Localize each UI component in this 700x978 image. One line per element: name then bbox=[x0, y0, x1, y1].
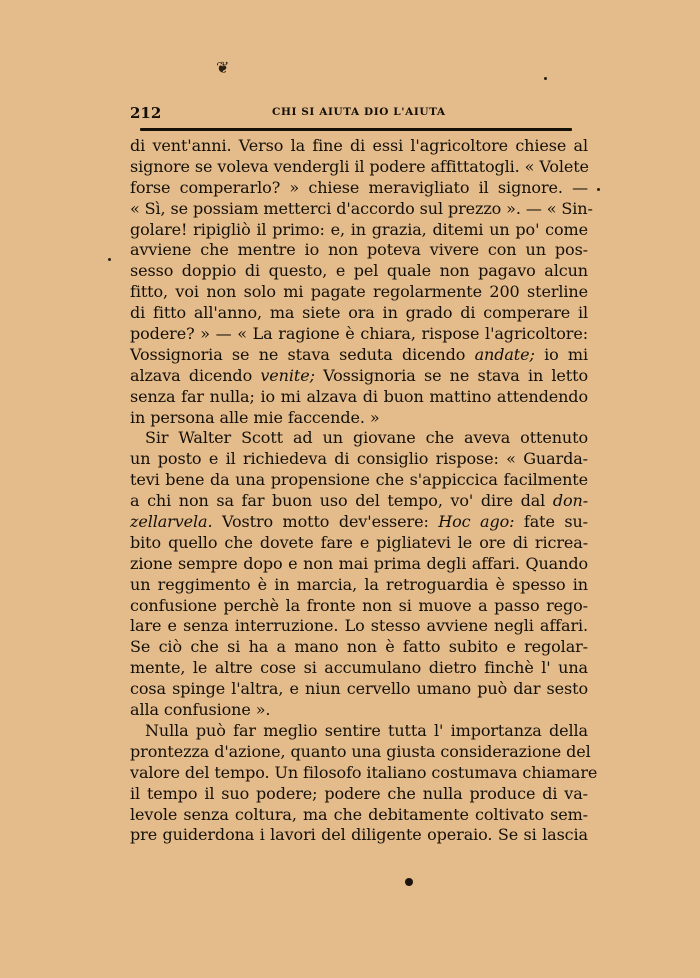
text-line: zellarvela. Vostro motto dev'essere: Hoc ago: fate su- bbox=[130, 512, 588, 532]
text-line: confusione perchè la fronte non si muove a passo rego- bbox=[130, 595, 588, 615]
page-header bbox=[130, 104, 586, 122]
text-line: golare! ripigliò il primo: e, in grazia, ditemi un po' come bbox=[130, 219, 588, 239]
text-line: zione sempre dopo e non mai prima degli affari. Quando bbox=[130, 553, 588, 573]
text-line: un posto e il richiedeva di consiglio rispose: « Guarda- bbox=[130, 449, 588, 469]
text-line: prontezza d'azione, quanto una giusta considerazione del bbox=[130, 741, 591, 761]
ink-speck bbox=[108, 258, 111, 261]
text-line: Nulla può far meglio sentire tutta l' importanza della bbox=[145, 720, 588, 740]
ink-speck bbox=[544, 77, 547, 80]
text-line: mente, le altre cose si accumulano dietro finchè l' una bbox=[130, 658, 588, 678]
bottom-ink-dot bbox=[405, 878, 413, 886]
text-line: a chi non sa far buon uso del tempo, vo' dire dal don- bbox=[130, 491, 588, 511]
text-line: di vent'anni. Verso la fine di essi l'agricoltore chiese al bbox=[130, 136, 588, 155]
ink-speck bbox=[597, 188, 600, 191]
text-line: pre guiderdona i lavori del diligente operaio. Se si lascia bbox=[130, 825, 588, 845]
text-line: il tempo il suo podere; podere che nulla produce di va- bbox=[130, 783, 588, 803]
text-line: alzava dicendo venite; Vossignoria se ne stava in letto bbox=[130, 365, 588, 385]
floral-ornament-icon: ❦ bbox=[216, 58, 230, 77]
running-title: CHI SI AIUTA DIO L'AIUTA bbox=[272, 106, 446, 118]
text-line: di fitto all'anno, ma siete ora in grado di comperare il bbox=[130, 303, 588, 323]
text-line: Se ciò che si ha a mano non è fatto subito e regolar- bbox=[130, 637, 588, 657]
text-line: podere? » — « La ragione è chiara, rispose l'agricoltore: bbox=[130, 324, 588, 344]
text-line: Sir Walter Scott ad un giovane che aveva ottenuto bbox=[145, 428, 588, 448]
text-line: bito quello che dovete fare e pigliatevi le ore di ricrea- bbox=[130, 532, 588, 552]
text-line: alla confusione ». bbox=[130, 700, 271, 720]
text-line: in persona alle mie faccende. » bbox=[130, 407, 380, 427]
page-body bbox=[130, 136, 598, 846]
text-line: fitto, voi non solo mi pagate regolarmente 200 sterline bbox=[130, 282, 588, 302]
text-line: tevi bene da una propensione che s'appiccica facilmente bbox=[130, 470, 588, 490]
text-line: avviene che mentre io non poteva vivere con un pos- bbox=[130, 240, 588, 260]
text-line: valore del tempo. Un filosofo italiano costumava chiamare bbox=[130, 762, 598, 782]
text-line: cosa spinge l'altra, e niun cervello umano può dar sesto bbox=[130, 679, 588, 699]
text-line: un reggimento è in marcia, la retroguardia è spesso in bbox=[130, 574, 588, 594]
text-line: « Sì, se possiam metterci d'accordo sul prezzo ». — « Sin- bbox=[130, 198, 593, 218]
text-line: levole senza coltura, ma che debitamente coltivato sem- bbox=[130, 804, 588, 824]
header-rule bbox=[140, 128, 572, 131]
text-line: Vossignoria se ne stava seduta dicendo andate; io mi bbox=[130, 344, 588, 364]
page-number: 212 bbox=[130, 104, 162, 122]
text-line: forse comperarlo? » chiese meravigliato il signore. — bbox=[130, 177, 588, 197]
text-line: lare e senza interruzione. Lo stesso avviene negli affari. bbox=[130, 616, 588, 636]
text-line: senza far nulla; io mi alzava di buon mattino attendendo bbox=[130, 386, 588, 406]
text-line: signore se voleva vendergli il podere affittatogli. « Volete bbox=[130, 156, 589, 176]
text-line: sesso doppio di questo, e pel quale non pagavo alcun bbox=[130, 261, 588, 281]
